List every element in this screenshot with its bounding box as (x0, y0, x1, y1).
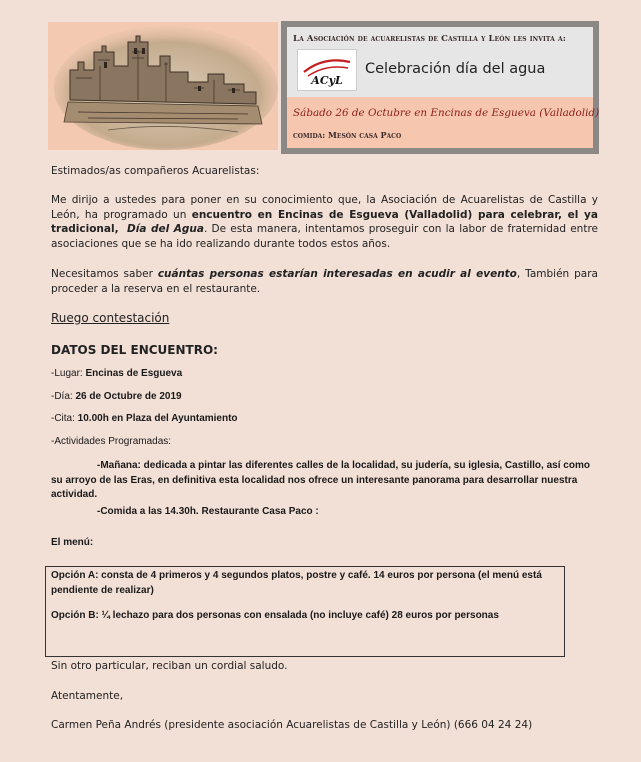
p1-part-b: encuentro en Encinas de Esgueva (Valladolid) para celebrar, el ya tradicional, (51, 208, 598, 235)
lugar-line (51, 367, 598, 382)
p2-part-b: cuántas personas estarían interesadas en acudir al evento (157, 268, 517, 280)
ruego-contestacion: Ruego contestación (51, 311, 170, 325)
greeting-initial: E (51, 165, 58, 177)
greeting-rest: stimados/as compañeros Acuarelistas: (57, 165, 260, 177)
invite-text: La Asociación de acuarelistas de Castilla y León les invita a: (293, 34, 566, 44)
atentamente-text: Atentamente, (51, 690, 124, 702)
p2-part-a: Necesitamos saber (51, 268, 158, 280)
cita-label: -Cita: (51, 413, 78, 424)
logo-text: ACyL (311, 74, 343, 87)
greeting (51, 164, 598, 179)
opcion-a: Opción A: consta de 4 primeros y 4 segundos platos, postre y café. 14 euros por persona (el menú está pendiente de realizar) (51, 570, 542, 596)
event-date-line: Sábado 26 de Octubre en Encinas de Esgueva (Valladolid) (293, 107, 600, 119)
dia-line (51, 390, 598, 405)
p1-part-c: Día del Agua (127, 223, 204, 235)
p1-part-d: . De esta manera, intentamos proseguir con la labor de fraternidad entre asociaciones que se ha ido realizando durante todos estos años. (51, 223, 598, 250)
closing-text: Sin otro particular, reciban un cordial saludo. (51, 660, 288, 672)
comida-text: -Comida a las 14.30h. Restaurante Casa Paco : (97, 506, 319, 517)
lugar-label: -Lugar: (51, 368, 86, 379)
association-logo (297, 49, 357, 91)
datos-title: DATOS DEL ENCUENTRO: (51, 343, 218, 357)
lugar-value: Encinas de Esgueva (85, 368, 183, 379)
paragraph-intro (51, 193, 598, 251)
dia-value: 26 de Octubre de 2019 (75, 391, 182, 402)
paragraph-request (51, 267, 598, 296)
signature-text: Carmen Peña Andrés (presidente asociación Acuarelistas de Castilla y León) (666 04 24 24) (51, 719, 533, 731)
cita-line (51, 412, 598, 427)
castle-sketch-image (48, 22, 278, 150)
dia-label: -Día: (51, 391, 76, 402)
manana-text: -Mañana: dedicada a pintar las diferentes calles de la localidad, su judería, su iglesia, Castillo, así como su arroyo de las Eras, en definitiva esta localidad nos ofrece un interesante panorama para desarrollar nuestra actividad. (51, 460, 590, 500)
comida-line: comida: Mesón casa Paco (293, 130, 402, 140)
header-bottom-strip (287, 97, 600, 148)
menu-label: El menú: (51, 537, 94, 548)
actividades-label: -Actividades Programadas: (51, 436, 172, 447)
event-title: Celebración día del agua (365, 61, 546, 77)
opcion-b: Opción B: ¼ lechazo para dos personas con ensalada (no incluye café) 28 euros por personas (51, 610, 499, 621)
event-header-panel (281, 21, 599, 154)
cita-value: 10.00h en Plaza del Ayuntamiento (77, 413, 238, 424)
p1-part-a: Me dirijo a ustedes para poner en su conocimiento que, la Asociación de Acuarelistas de Castilla y León, ha programado un (51, 194, 598, 221)
header-top-strip (287, 27, 593, 97)
p2-part-c: , También para proceder a la reserva en el restaurante. (51, 268, 598, 295)
